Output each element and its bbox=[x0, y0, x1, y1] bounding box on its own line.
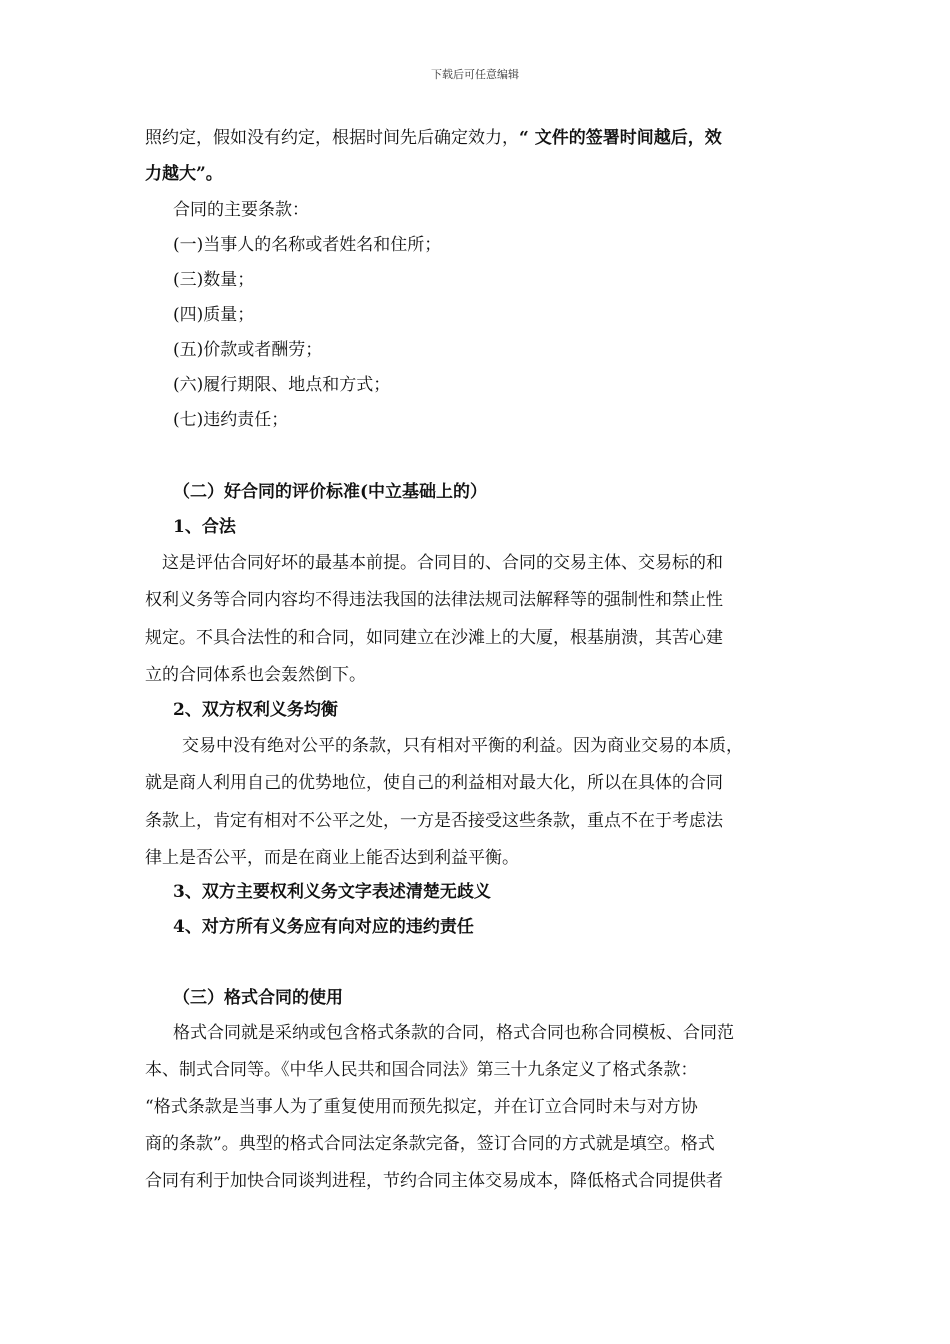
subsection-heading: 4、对方所有义务应有向对应的违约责任 bbox=[173, 917, 474, 937]
paragraph-line: 立的合同体系也会轰然倒下。 bbox=[145, 665, 366, 685]
section-heading: （二）好合同的评价标准(中立基础上的） bbox=[173, 482, 488, 502]
list-item: (四)质量； bbox=[173, 305, 255, 325]
paragraph-line: 本、制式合同等。《中华人民共和国合同法》第三十九条定义了格式条款： bbox=[145, 1060, 698, 1080]
section-heading: （三）格式合同的使用 bbox=[173, 988, 343, 1008]
paragraph-line: 权利义务等合同内容均不得违法我国的法律法规司法解释等的强制性和禁止性 bbox=[145, 590, 723, 610]
paragraph-line: 条款上，肯定有相对不公平之处，一方是否接受这些条款，重点不在于考虑法 bbox=[145, 811, 723, 831]
paragraph-line: 商的条款”。典型的格式合同法定条款完备，签订合同的方式就是填空。格式 bbox=[145, 1134, 715, 1154]
paragraph-line: 交易中没有绝对公平的条款，只有相对平衡的利益。因为商业交易的本质， bbox=[182, 736, 743, 756]
paragraph-line: 格式合同就是采纳或包含格式条款的合同，格式合同也称合同模板、合同范 bbox=[173, 1023, 734, 1043]
subsection-heading: 2、双方权利义务均衡 bbox=[173, 700, 338, 720]
paragraph-line: 就是商人利用自己的优势地位，使自己的利益相对最大化，所以在具体的合同 bbox=[145, 773, 723, 793]
page-header: 下载后可任意编辑 bbox=[431, 68, 519, 81]
paragraph-line: 合同有利于加快合同谈判进程，节约合同主体交易成本，降低格式合同提供者 bbox=[145, 1171, 723, 1191]
list-item: (一)当事人的名称或者姓名和住所； bbox=[173, 235, 442, 255]
list-item: (三)数量； bbox=[173, 270, 255, 290]
body-line: 力越大”。 bbox=[145, 164, 223, 184]
paragraph-line: “格式条款是当事人为了重复使用而预先拟定，并在订立合同时未与对方协 bbox=[145, 1097, 698, 1117]
list-item: (七)违约责任； bbox=[173, 410, 289, 430]
subsection-heading: 3、双方主要权利义务文字表述清楚无歧义 bbox=[173, 882, 491, 902]
paragraph-line: 规定。不具合法性的和合同，如同建立在沙滩上的大厦，根基崩溃，其苦心建 bbox=[145, 628, 723, 648]
paragraph-line: 这是评估合同好坏的最基本前提。合同目的、合同的交易主体、交易标的和 bbox=[162, 553, 723, 573]
body-line: 照约定，假如没有约定，根据时间先后确定效力，“ 文件的签署时间越后，效 bbox=[145, 128, 722, 148]
paragraph-line: 律上是否公平，而是在商业上能否达到利益平衡。 bbox=[145, 848, 519, 868]
list-item: (五)价款或者酬劳； bbox=[173, 340, 323, 360]
section-intro: 合同的主要条款： bbox=[173, 200, 309, 220]
list-item: (六)履行期限、地点和方式； bbox=[173, 375, 391, 395]
subsection-heading: 1、合法 bbox=[173, 517, 236, 537]
